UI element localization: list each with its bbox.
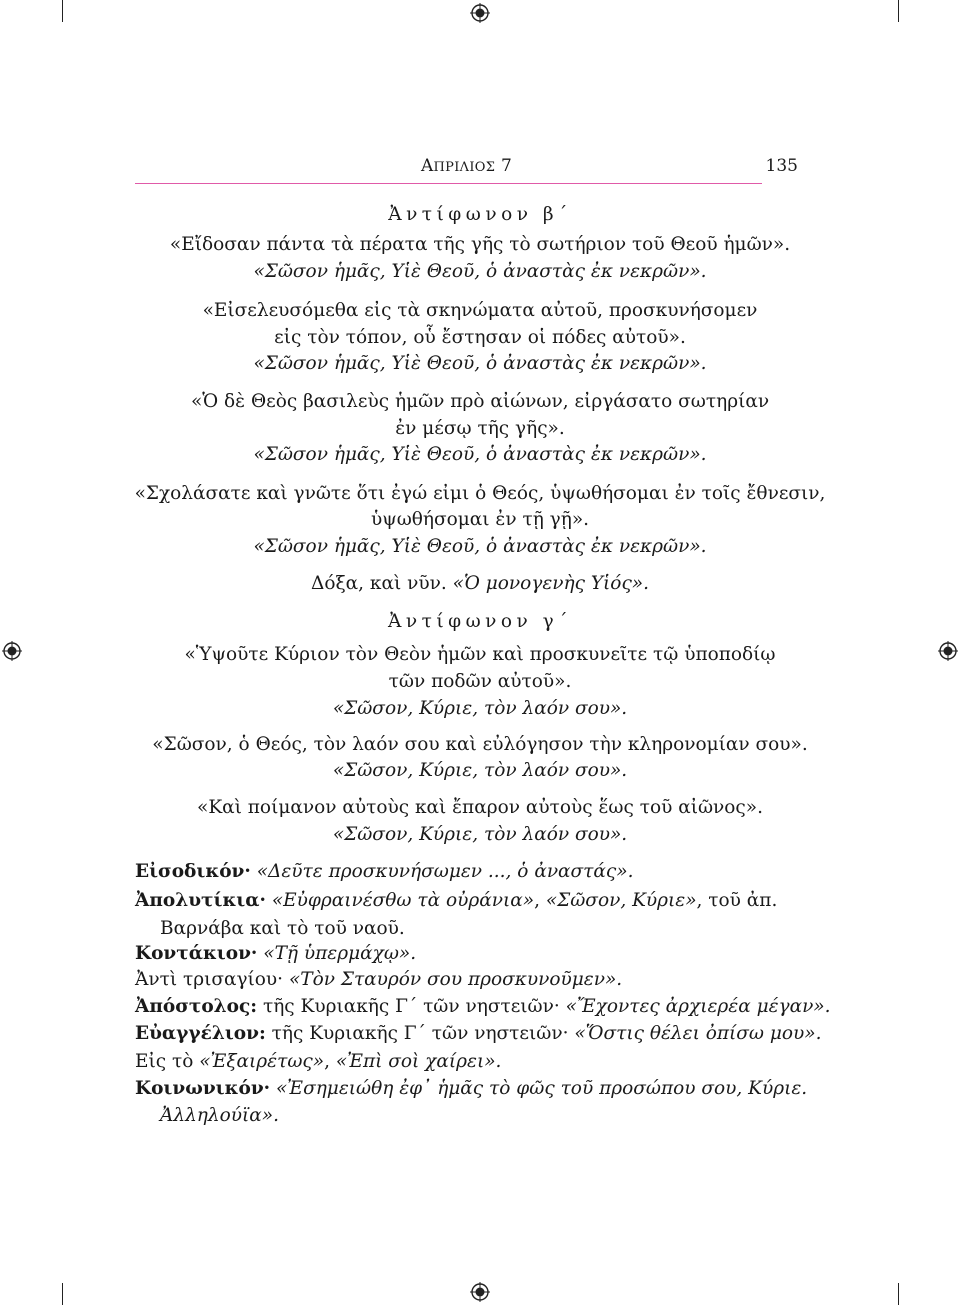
antiphon-3-title: Ἀντίφωνον γ΄	[388, 611, 572, 632]
month-initial: Α	[420, 156, 434, 176]
rubric-separator: ,	[534, 890, 546, 911]
rubric-plain: Εἰς τὸ	[135, 1051, 194, 1072]
rubric-text: «Τῇ ὑπερμάχῳ».	[263, 943, 417, 964]
registration-mark-icon	[470, 3, 490, 23]
doxa-line	[0, 575, 960, 594]
page-number: 135	[765, 156, 798, 176]
verse-line: ὑψωθήσομαι ἐν τῇ γῇ».	[370, 509, 590, 530]
crop-mark-top-left	[62, 0, 63, 22]
rubric-text: «Τὸν Σταυρόν σου προσκυνοῦμεν».	[288, 969, 623, 990]
rubric-label: Κοινωνικόν·	[135, 1078, 271, 1099]
running-head-date	[135, 156, 798, 176]
rubric-plain: Ἀντὶ τρισαγίου·	[135, 969, 284, 990]
verse-line: εἰς τὸν τόπον, οὗ ἔστησαν οἱ πόδες αὐτοῦ».	[274, 327, 686, 348]
verse-line: «Ὑψοῦτε Κύριον τὸν Θεὸν ἡμῶν καὶ προσκυνεῖτε τῷ ὑποποδίῳ	[184, 644, 776, 665]
rubric-apostolos	[135, 998, 831, 1017]
month-rest: ΠΡΙΛΙΟΣ	[433, 160, 496, 175]
verse-line: «Καὶ ποίμανον αὐτοὺς καὶ ἔπαρον αὐτοὺς ἕως τοῦ αἰῶνος».	[197, 797, 763, 818]
verse-line: «Σχολάσατε καὶ γνῶτε ὅτι ἐγώ εἰμι ὁ Θεός, ὑψωθήσομαι ἐν τοῖς ἔθνεσιν,	[134, 483, 826, 504]
running-head	[135, 156, 798, 180]
refrain-line: «Σῶσον ἡμᾶς, Υἱὲ Θεοῦ, ὁ ἀναστὰς ἐκ νεκρῶν».	[253, 444, 707, 465]
rubric-text: «Ὅστις θέλει ὀπίσω μου».	[574, 1023, 822, 1044]
day-number: 7	[500, 156, 513, 176]
rubric-eisodikon	[135, 863, 633, 882]
rubric-label: Εὐαγγέλιον:	[135, 1023, 266, 1044]
refrain-line: «Σῶσον ἡμᾶς, Υἱὲ Θεοῦ, ὁ ἀναστὰς ἐκ νεκρῶν».	[253, 536, 707, 557]
verse-line: «Σῶσον, ὁ Θεός, τὸν λαόν σου καὶ εὐλόγησον τὴν κληρονομίαν σου».	[152, 734, 808, 755]
rubric-eis-to	[135, 1053, 501, 1072]
doxa-hymn: «Ὁ μονογενὴς Υἱός».	[452, 573, 650, 594]
verse-line: «Εἰσελευσόμεθα εἰς τὰ σκηνώματα αὐτοῦ, προσκυνήσομεν	[202, 300, 758, 321]
rubric-label: Κοντάκιον·	[135, 943, 258, 964]
header-rule	[135, 183, 762, 184]
refrain-line: «Σῶσον, Κύριε, τὸν λαόν σου».	[332, 698, 628, 719]
doxa-text: Δόξα, καὶ νῦν.	[310, 573, 447, 594]
rubric-text: «Δεῦτε προσκυνήσωμεν ..., ὁ ἀναστάς».	[256, 861, 634, 882]
verse-line: «Εἴδοσαν πάντα τὰ πέρατα τῆς γῆς τὸ σωτήριον τοῦ Θεοῦ ἡμῶν».	[169, 234, 791, 255]
refrain-line: «Σῶσον ἡμᾶς, Υἱὲ Θεοῦ, ὁ ἀναστὰς ἐκ νεκρῶν».	[253, 353, 707, 374]
rubric-evangelion	[135, 1025, 821, 1044]
antiphon-2-title: Ἀντίφωνον β΄	[388, 204, 572, 225]
verse-line: «Ὁ δὲ Θεὸς βασιλεὺς ἡμῶν πρὸ αἰώνων, εἰργάσατο σωτηρίαν	[190, 391, 770, 412]
rubric-text: «Ἔχοντες ἀρχιερέα μέγαν».	[565, 996, 831, 1017]
rubric-separator: ,	[324, 1051, 330, 1072]
rubric-continuation: Ἀλληλούϊα».	[160, 1105, 279, 1126]
rubric-apolytikia	[135, 892, 777, 911]
rubric-kontakion	[135, 945, 416, 964]
rubric-plain: τῆς Κυριακῆς Γ΄ τῶν νηστειῶν·	[271, 1023, 569, 1044]
rubric-trisagion	[135, 971, 622, 990]
crop-mark-bottom-right	[898, 1283, 899, 1305]
rubric-label: Εἰσοδικόν·	[135, 861, 251, 882]
rubric-text: «Ἐσημειώθη ἐφ᾿ ἡμᾶς τὸ φῶς τοῦ προσώπου σου, Κύριε.	[275, 1078, 808, 1099]
crop-mark-bottom-left	[62, 1283, 63, 1305]
registration-mark-icon	[470, 1282, 490, 1302]
refrain-line: «Σῶσον, Κύριε, τὸν λαόν σου».	[332, 760, 628, 781]
rubric-label: Ἀπολυτίκια·	[135, 890, 266, 911]
refrain-line: «Σῶσον ἡμᾶς, Υἱὲ Θεοῦ, ὁ ἀναστὰς ἐκ νεκρῶν».	[253, 261, 707, 282]
rubric-text: «Ἐπὶ σοὶ χαίρει».	[335, 1051, 502, 1072]
rubric-text: «Ἐξαιρέτως»	[199, 1051, 325, 1072]
refrain-line: «Σῶσον, Κύριε, τὸν λαόν σου».	[332, 824, 628, 845]
rubric-text: «Σῶσον, Κύριε»	[545, 890, 697, 911]
verse-line: ἐν μέσῳ τῆς γῆς».	[395, 418, 565, 439]
rubric-plain: , τοῦ ἀπ.	[696, 890, 778, 911]
rubric-koinonikon	[135, 1080, 807, 1099]
verse-line: τῶν ποδῶν αὐτοῦ».	[388, 671, 572, 692]
rubric-continuation: Βαρνάβα καὶ τὸ τοῦ ναοῦ.	[160, 918, 405, 939]
crop-mark-top-right	[898, 0, 899, 22]
rubric-plain: τῆς Κυριακῆς Γ΄ τῶν νηστειῶν·	[262, 996, 560, 1017]
rubric-label: Ἀπόστολος:	[135, 996, 258, 1017]
rubric-text: «Εὐφραινέσθω τὰ οὐράνια»	[271, 890, 535, 911]
